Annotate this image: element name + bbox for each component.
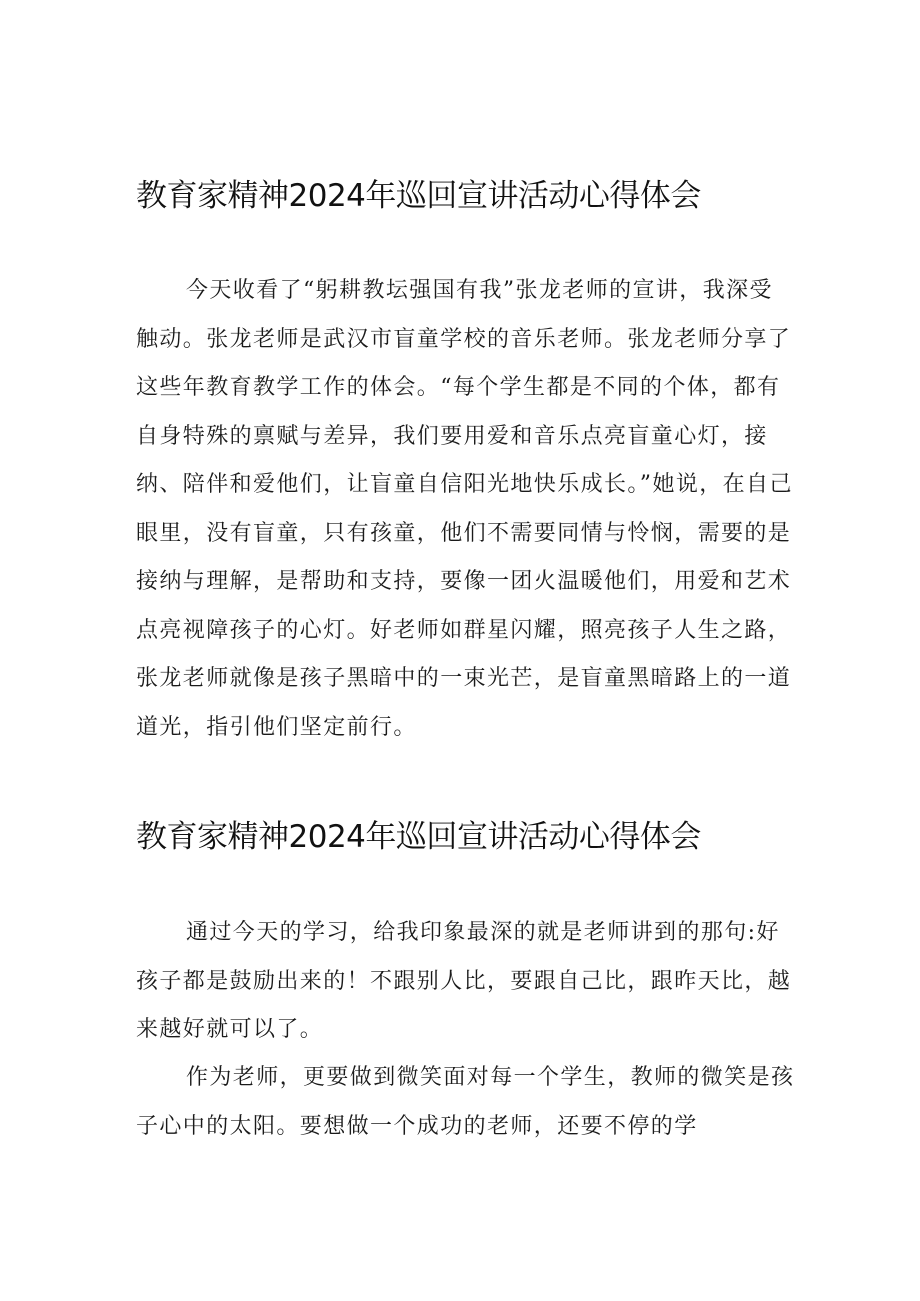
body-paragraph: 今天收看了“躬耕教坛强国有我”张龙老师的宣讲，我深受触动。张龙老师是武汉市盲童学校的音乐老师。张龙老师分享了这些年教育教学工作的体会。“每个学生都是不同的个体，都有自身特殊的禀赋与差异，我们要用爱和音乐点亮盲童心灯，接纳、陪伴和爱他们，让盲童自信阳光地快乐成长。”她说，在自己眼里，没有盲童，只有孩童，他们不需要同情与怜悯，需要的是接纳与理解，是帮助和支持，要像一团火温暖他们，用爱和艺术点亮视障孩子的心灯。好老师如群星闪耀，照亮孩子人生之路，张龙老师就像是孩子黑暗中的一束光芒，是盲童黑暗路上的一道道光，指引他们坚定前行。 [136, 278, 793, 740]
section-title: 教育家精神2024年巡回宣讲活动心得体会 [136, 178, 701, 214]
section-title: 教育家精神2024年巡回宣讲活动心得体会 [136, 819, 701, 855]
body-paragraph: 作为老师，更要做到微笑面对每一个学生，教师的微笑是孩子心中的太阳。要想做一个成功的老师，还要不停的学 [136, 1065, 795, 1139]
body-paragraph: 通过今天的学习，给我印象最深的就是老师讲到的那句:好孩子都是鼓励出来的！不跟别人比，要跟自己比，跟昨天比，越来越好就可以了。 [136, 920, 792, 1042]
